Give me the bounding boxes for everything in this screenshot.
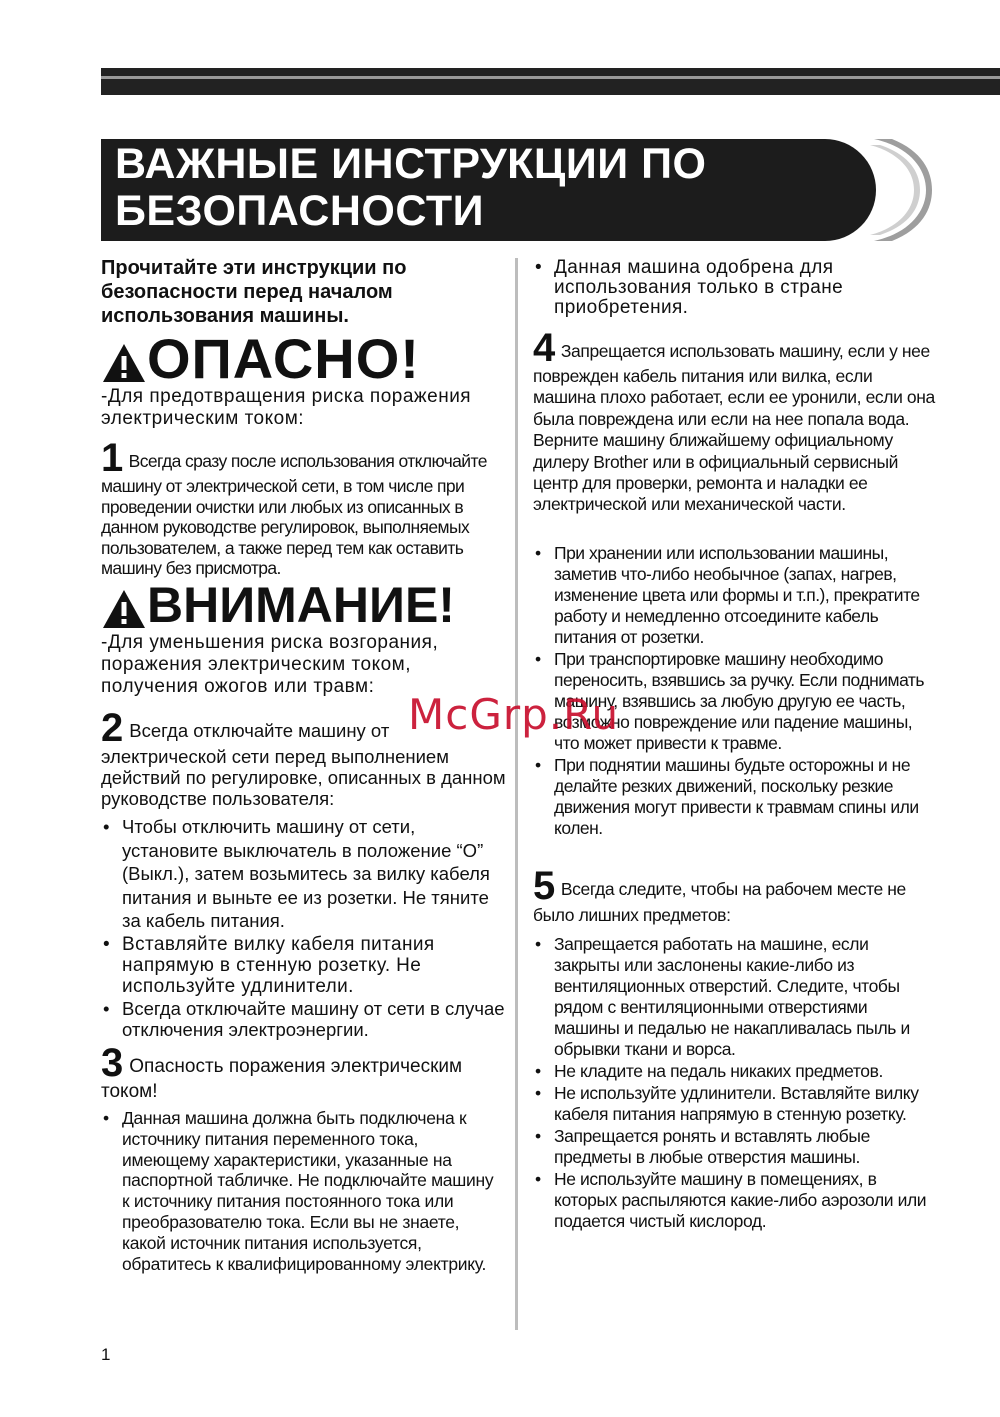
danger-heading (101, 328, 420, 390)
danger-subtitle: -Для предотвращения риска поражения электрическим током: (101, 386, 472, 429)
caution-label: ВНИМАНИЕ! (147, 577, 455, 633)
caution-heading (101, 575, 455, 635)
page-number: 1 (101, 1345, 111, 1364)
warning-triangle-icon (101, 588, 147, 630)
item-number-5: 5 (533, 864, 555, 908)
right-top-bullet (533, 258, 933, 318)
list-item: • Не используйте удлинители. Вставляйте вилку кабеля питания напрямую в стенную розетку. (533, 1083, 935, 1125)
danger-label: ОПАСНО! (147, 327, 420, 390)
item-number-1: 1 (101, 436, 123, 480)
item-2-text: Всегда отключайте машину от электрической сети перед выполнением действий по регулировке, описанных в данном руководстве пользователя: (101, 720, 506, 809)
list-item: • Данная машина одобрена для использования только в стране приобретения. (533, 258, 933, 318)
right-item-4 (533, 326, 935, 516)
title-line-1: ВАЖНЫЕ ИНСТРУКЦИИ ПО (115, 140, 707, 188)
item-5-bullet-list (533, 934, 935, 1232)
caution-item-3 (101, 1041, 506, 1102)
caution-subtitle: -Для уменьшения риска возгорания, поражения электрическим током, получения ожогов или травм: (101, 632, 439, 697)
list-item: • При хранении или использовании машины, заметив что-либо необычное (запах, нагрев, изменение цвета или формы и т.п.), прекратите работу и немедленно отсоедините кабель питания от розетки. (533, 543, 935, 648)
page-title (115, 141, 706, 235)
list-item: • Запрещается ронять и вставлять любые предметы в любые отверстия машины. (533, 1126, 935, 1168)
title-bracket-decoration (870, 139, 932, 241)
item-1-text: Всегда сразу после использования отключайте машину от электрической сети, в том числе при проведении очистки или любых из описанных в данном руководстве регулировок, выполняемых пользователем, а также перед тем как оставить машину без присмотра. (101, 451, 487, 578)
title-banner (101, 139, 876, 241)
header-rule (101, 68, 1000, 95)
list-item: • Всегда отключайте машину от сети в случае отключения электроэнергии. (101, 998, 506, 1041)
list-item: • При поднятии машины будьте осторожны и не делайте резких движений, поскольку резкие движения могут привести к травмам спины или колен. (533, 755, 935, 839)
list-item: • При транспортировке машину необходимо переносить, взявшись за ручку. Если поднимать машину, взявшись за любую другую ее часть, возможно повреждение или падение машины, что может привести к травме. (533, 649, 935, 754)
item-3-bullet-list (101, 1108, 501, 1274)
title-line-2: БЕЗОПАСНОСТИ (115, 187, 485, 235)
list-item: • Не кладите на педаль никаких предметов. (533, 1061, 935, 1082)
item-number-4: 4 (533, 326, 555, 370)
item-2-bullet-list (101, 815, 506, 1041)
item-3-text: Опасность поражения электрическим током! (101, 1056, 463, 1102)
intro-text: Прочитайте эти инструкции по безопасности перед началом использования машины. (101, 257, 407, 327)
item-number-2: 2 (101, 706, 124, 750)
warning-triangle-icon (101, 342, 147, 384)
column-divider (515, 258, 518, 1330)
list-item: • Данная машина должна быть подключена к источнику питания переменного тока, имеющему характеристики, указанные на паспортной табличке. Не подключайте машину к источнику питания постоянного тока или преобразователю тока. Если вы не знаете, какой источник питания используется, обратитесь к квалифицированному электрику. (101, 1108, 501, 1274)
watermark: McGrp.Ru (408, 690, 620, 739)
item-5-text: Всегда следите, чтобы на рабочем месте не было лишних предметов: (533, 879, 906, 925)
list-item: • Чтобы отключить машину от сети, установите выключатель в положение “O” (Выкл.), затем возьмитесь за вилку кабеля питания и выньте ее из розетки. Не тяните за кабель питания. (101, 815, 506, 933)
right-item-5 (533, 864, 935, 926)
list-item: • Запрещается работать на машине, если закрыты или заслонены какие-либо из вентиляционных отверстий. Следите, чтобы рядом с вентиляционными отверстиями машины и педалью не накапливалась пыль и обрывки ткани и ворса. (533, 934, 935, 1060)
danger-item-1 (101, 436, 511, 579)
list-item: • Не используйте машину в помещениях, в которых распыляются какие-либо аэрозоли или подается чистый кислород. (533, 1169, 935, 1232)
item-4-text: Запрещается использовать машину, если у нее поврежден кабель питания или вилка, если машина плохо работает, если ее уронили, если она была повреждена или если на нее попала вода. Верните машину ближайшему официальному дилеру Brother или в официальный сервисный центр для проверки, ремонта и наладки ее электрической или механической части. (533, 341, 935, 515)
list-item: • Вставляйте вилку кабеля питания напрямую в стенную розетку. Не используйте удлинители. (101, 934, 506, 997)
item-number-3: 3 (101, 1041, 124, 1085)
